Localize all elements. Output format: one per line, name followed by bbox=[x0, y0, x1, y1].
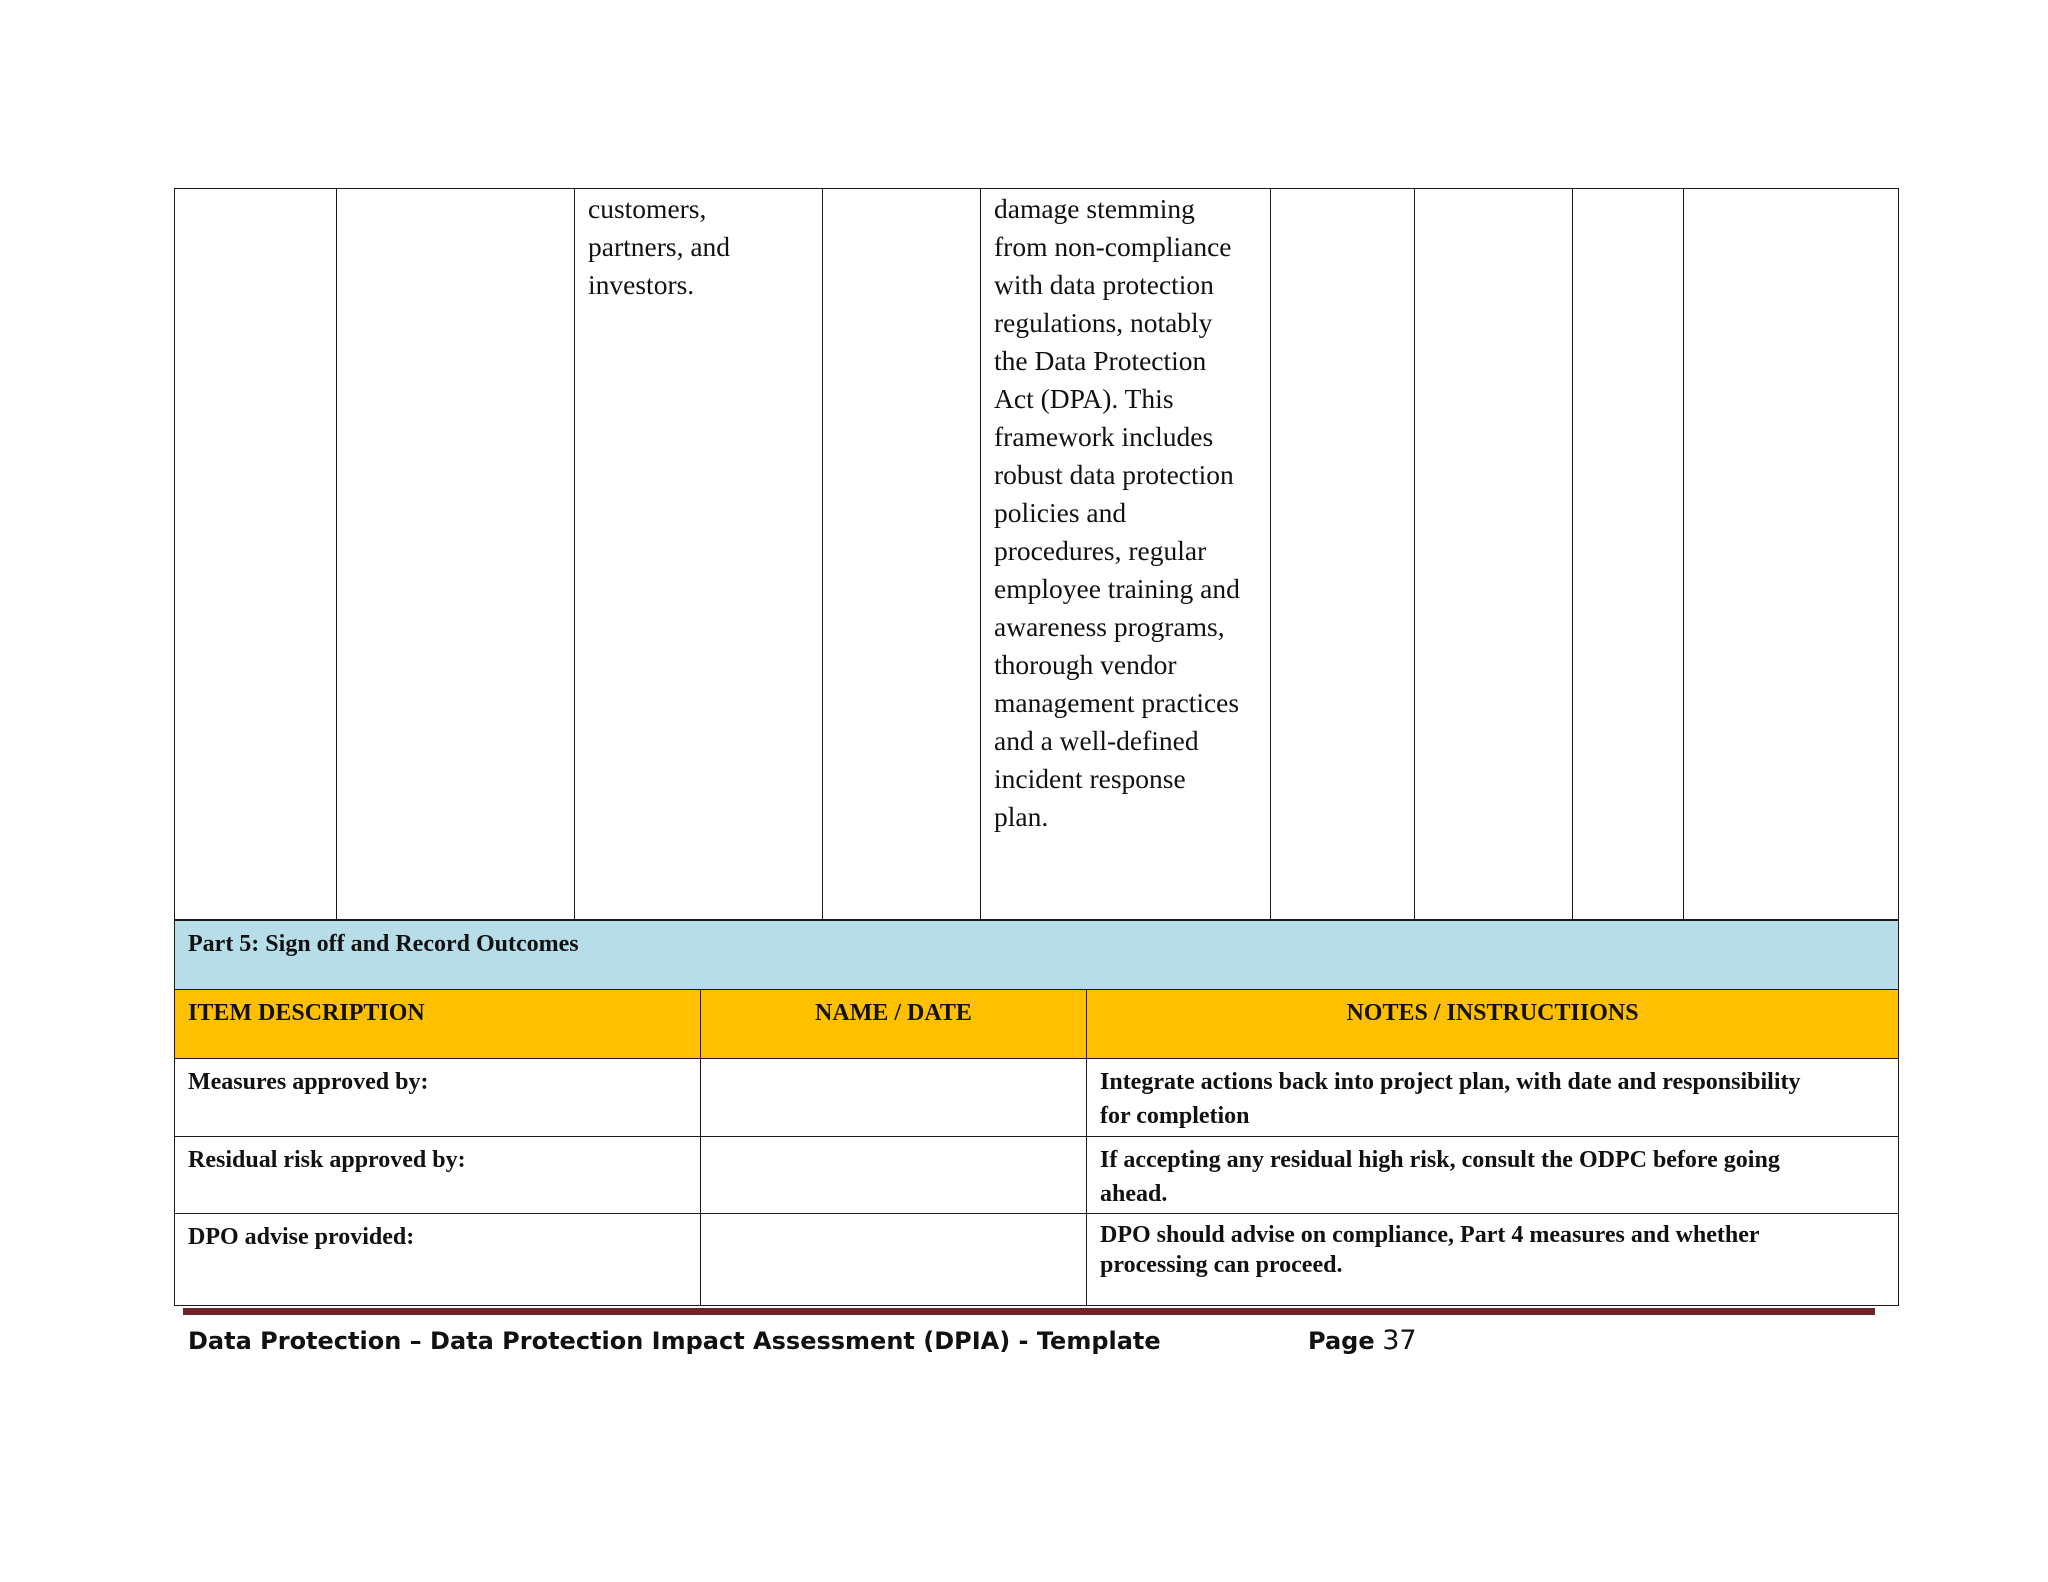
cell-line: thorough vendor bbox=[994, 649, 1177, 680]
footer-page-number bbox=[1308, 1325, 1417, 1357]
cell-line: policies and bbox=[994, 497, 1127, 528]
cell-line: damage stemming bbox=[994, 193, 1195, 224]
risk-cell-4 bbox=[823, 189, 981, 920]
risk-cell-9 bbox=[1684, 189, 1899, 920]
cell-line: Act (DPA). This bbox=[994, 383, 1174, 414]
row-notes bbox=[1087, 1137, 1899, 1214]
row-name-date bbox=[701, 1137, 1087, 1214]
cell-line: with data protection bbox=[994, 269, 1214, 300]
risk-cell-7 bbox=[1415, 189, 1573, 920]
row-notes bbox=[1087, 1214, 1899, 1306]
page-number: 37 bbox=[1382, 1325, 1417, 1356]
header-notes: NOTES / INSTRUCTIIONS bbox=[1087, 990, 1899, 1059]
row-item: DPO advise provided: bbox=[175, 1214, 701, 1306]
cell-line: employee training and bbox=[994, 573, 1240, 604]
risk-table-row bbox=[175, 189, 1899, 920]
notes-line: If accepting any residual high risk, consult the ODPC before going bbox=[1100, 1147, 1780, 1173]
header-name-date: NAME / DATE bbox=[701, 990, 1087, 1059]
cell-line: investors. bbox=[588, 269, 695, 300]
table-row bbox=[175, 1059, 1899, 1137]
part-title: Part 5: Sign off and Record Outcomes bbox=[175, 921, 1899, 990]
table-row bbox=[175, 1137, 1899, 1214]
notes-line: DPO should advise on compliance, Part 4 measures and whether bbox=[1100, 1222, 1760, 1248]
footer-rule bbox=[183, 1308, 1875, 1315]
table-row bbox=[175, 1214, 1899, 1306]
cell-line: partners, and bbox=[588, 231, 731, 262]
notes-line: ahead. bbox=[1100, 1181, 1168, 1207]
page-label: Page bbox=[1308, 1327, 1375, 1355]
risk-cell-3 bbox=[575, 189, 823, 920]
row-item: Residual risk approved by: bbox=[175, 1137, 701, 1214]
signoff-table bbox=[174, 920, 1899, 1306]
cell-line: customers, bbox=[588, 193, 707, 224]
row-name-date bbox=[701, 1214, 1087, 1306]
risk-cell-8 bbox=[1573, 189, 1684, 920]
row-item: Measures approved by: bbox=[175, 1059, 701, 1137]
notes-line: Integrate actions back into project plan, with date and responsibility bbox=[1100, 1069, 1801, 1095]
notes-line: processing can proceed. bbox=[1100, 1252, 1343, 1278]
signoff-header-row bbox=[175, 990, 1899, 1059]
cell-line: plan. bbox=[994, 801, 1049, 832]
risk-table-continuation bbox=[174, 188, 1899, 920]
cell-line: robust data protection bbox=[994, 459, 1234, 490]
row-name-date bbox=[701, 1059, 1087, 1137]
cell-line: regulations, notably bbox=[994, 307, 1213, 338]
cell-line: framework includes bbox=[994, 421, 1214, 452]
part-title-row bbox=[175, 921, 1899, 990]
risk-cell-5 bbox=[981, 189, 1271, 920]
row-notes bbox=[1087, 1059, 1899, 1137]
header-item-description: ITEM DESCRIPTION bbox=[175, 990, 701, 1059]
cell-line: incident response bbox=[994, 763, 1186, 794]
cell-line: the Data Protection bbox=[994, 345, 1207, 376]
footer-title: Data Protection – Data Protection Impact Assessment (DPIA) - Template bbox=[188, 1327, 1161, 1355]
cell-line: awareness programs, bbox=[994, 611, 1225, 642]
risk-cell-2 bbox=[337, 189, 575, 920]
risk-cell-1 bbox=[175, 189, 337, 920]
cell-line: management practices bbox=[994, 687, 1240, 718]
risk-cell-6 bbox=[1271, 189, 1415, 920]
cell-line: from non-compliance bbox=[994, 231, 1232, 262]
notes-line: for completion bbox=[1100, 1103, 1250, 1129]
cell-line: and a well-defined bbox=[994, 725, 1199, 756]
cell-line: procedures, regular bbox=[994, 535, 1207, 566]
